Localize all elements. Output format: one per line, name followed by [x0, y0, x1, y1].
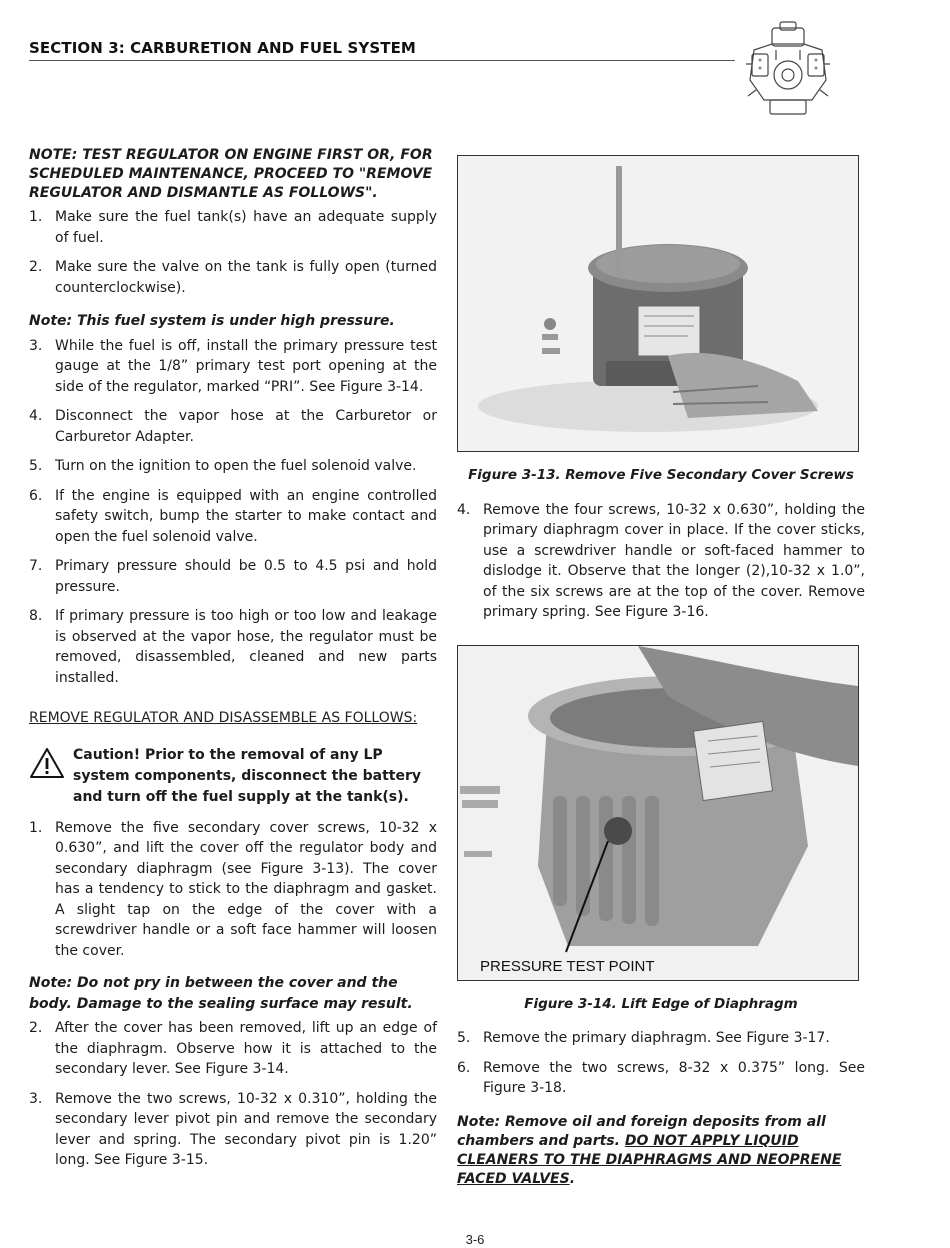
step-number: 1.	[29, 209, 43, 225]
step-text: After the cover has been removed, lift up an edge of the diaphragm. Observe how it is attached to the secondary lever. See Figure 3-14.	[55, 1020, 437, 1077]
step-text: Primary pressure should be 0.5 to 4.5 psi and hold pressure.	[55, 558, 437, 595]
step-number: 4.	[457, 501, 471, 518]
final-note-emphasis: DO NOT APPLY LIQUID CLEANERS TO THE DIAPHRAGMS AND NEOPRENE FACED VALVES	[457, 1132, 842, 1187]
figure-3-14-caption: Figure 3-14. Lift Edge of Diaphragm	[524, 995, 798, 1012]
list-item	[457, 1058, 865, 1099]
pressure-note: Note: This fuel system is under high pressure.	[29, 313, 395, 329]
engine-logo-icon	[742, 20, 834, 120]
final-note-lead: Note: Remove oil and foreign deposits from all chambers and parts.	[457, 1113, 826, 1149]
right-column	[457, 146, 865, 1193]
steps-list-e	[457, 500, 865, 623]
page-number: 3-6	[465, 1232, 485, 1247]
header-divider	[29, 60, 735, 61]
pressure-test-point-label: PRESSURE TEST POINT	[480, 958, 655, 975]
step-number: 5.	[29, 458, 43, 474]
intro-note: NOTE: TEST REGULATOR ON ENGINE FIRST OR, FOR SCHEDULED MAINTENANCE, PROCEED TO "REMOVE REGULATOR AND DISMANTLE AS FOLLOWS".	[29, 147, 433, 201]
step-text: Remove the two screws, 8-32 x 0.375” long. See Figure 3-18.	[483, 1059, 865, 1096]
steps-list-a	[29, 207, 437, 298]
figure-3-13-photo	[457, 155, 859, 452]
step-number: 4.	[29, 408, 43, 424]
warning-triangle-icon	[29, 745, 73, 808]
figure-3-14-photo	[457, 645, 859, 981]
caution-text: Caution! Prior to the removal of any LP system components, disconnect the battery and turn off the fuel supply at the tank(s).	[73, 746, 422, 805]
section-title: SECTION 3: CARBURETION AND FUEL SYSTEM	[29, 39, 416, 57]
list-item	[29, 1089, 437, 1171]
step-text: While the fuel is off, install the primary pressure test gauge at the 1/8” primary test port opening at the side of the regulator, marked “PRI”. See Figure 3-14.	[55, 337, 437, 395]
final-note-end: .	[569, 1170, 576, 1187]
remove-regulator-heading: REMOVE REGULATOR AND DISASSEMBLE AS FOLLOWS:	[29, 710, 418, 726]
list-item	[457, 1028, 865, 1049]
regulator-cover-photo-image	[458, 156, 858, 451]
list-item	[457, 500, 865, 623]
step-number: 2.	[29, 1020, 43, 1036]
steps-list-c	[29, 818, 437, 962]
caution-box	[29, 745, 437, 808]
final-note	[457, 1113, 865, 1189]
step-number: 6.	[457, 1059, 471, 1076]
steps-list-f	[457, 1028, 865, 1099]
regulator-diaphragm-photo-image	[458, 646, 858, 980]
step-number: 3.	[29, 337, 43, 354]
list-item	[29, 606, 437, 688]
list-item	[29, 207, 437, 248]
step-text: If the engine is equipped with an engine controlled safety switch, bump the starter to make contact and open the fuel solenoid valve.	[55, 487, 437, 545]
step-text: Turn on the ignition to open the fuel solenoid valve.	[55, 458, 417, 474]
step-text: If primary pressure is too high or too low and leakage is observed at the vapor hose, the regulator must be removed, disassembled, cleaned and new parts installed.	[55, 608, 437, 686]
step-number: 6.	[29, 487, 43, 504]
step-text: Remove the five secondary cover screws, 10-32 x 0.630”, and lift the cover off the regulator body and secondary diaphragm (see Figure 3-13). The cover has a tendency to stick to the diaphragm and gasket. A slight tap on the edge of the cover with a screwdriver handle or a soft face hammer will loosen the cover.	[55, 819, 437, 959]
list-item	[29, 486, 437, 548]
list-item	[29, 1018, 437, 1080]
figure-3-13-caption: Figure 3-13. Remove Five Secondary Cover Screws	[468, 467, 854, 483]
step-text: Disconnect the vapor hose at the Carburetor or Carburetor Adapter.	[55, 408, 437, 445]
step-number: 5.	[457, 1030, 471, 1046]
list-item	[29, 456, 437, 477]
step-text: Make sure the valve on the tank is fully open (turned counterclockwise).	[55, 259, 437, 296]
list-item	[29, 406, 437, 447]
step-number: 3.	[29, 1090, 43, 1107]
step-number: 1.	[29, 819, 43, 836]
step-number: 7.	[29, 558, 43, 574]
left-column	[29, 146, 437, 1180]
pry-note: Note: Do not pry in between the cover and the body. Damage to the sealing surface may result.	[29, 975, 413, 1012]
list-item	[29, 336, 437, 398]
step-text: Make sure the fuel tank(s) have an adequate supply of fuel.	[55, 209, 437, 246]
step-number: 2.	[29, 259, 43, 275]
steps-list-d	[29, 1018, 437, 1171]
list-item	[29, 556, 437, 597]
step-text: Remove the two screws, 10-32 x 0.310”, holding the secondary lever pivot pin and remove the secondary lever and spring. The secondary pivot pin is 1.20” long. See Figure 3-15.	[55, 1090, 437, 1168]
steps-list-b	[29, 336, 437, 689]
list-item	[29, 818, 437, 962]
step-number: 8.	[29, 608, 43, 624]
step-text: Remove the primary diaphragm. See Figure 3-17.	[483, 1030, 830, 1046]
list-item	[29, 257, 437, 298]
step-text: Remove the four screws, 10-32 x 0.630”, holding the primary diaphragm cover in place. If the cover sticks, use a screwdriver handle or soft-faced hammer to dislodge it. Observe that the longer (2),10-32 x 1.0”, of the six screws are at the top of the cover. Remove primary spring. See Figure 3-16.	[483, 501, 865, 620]
